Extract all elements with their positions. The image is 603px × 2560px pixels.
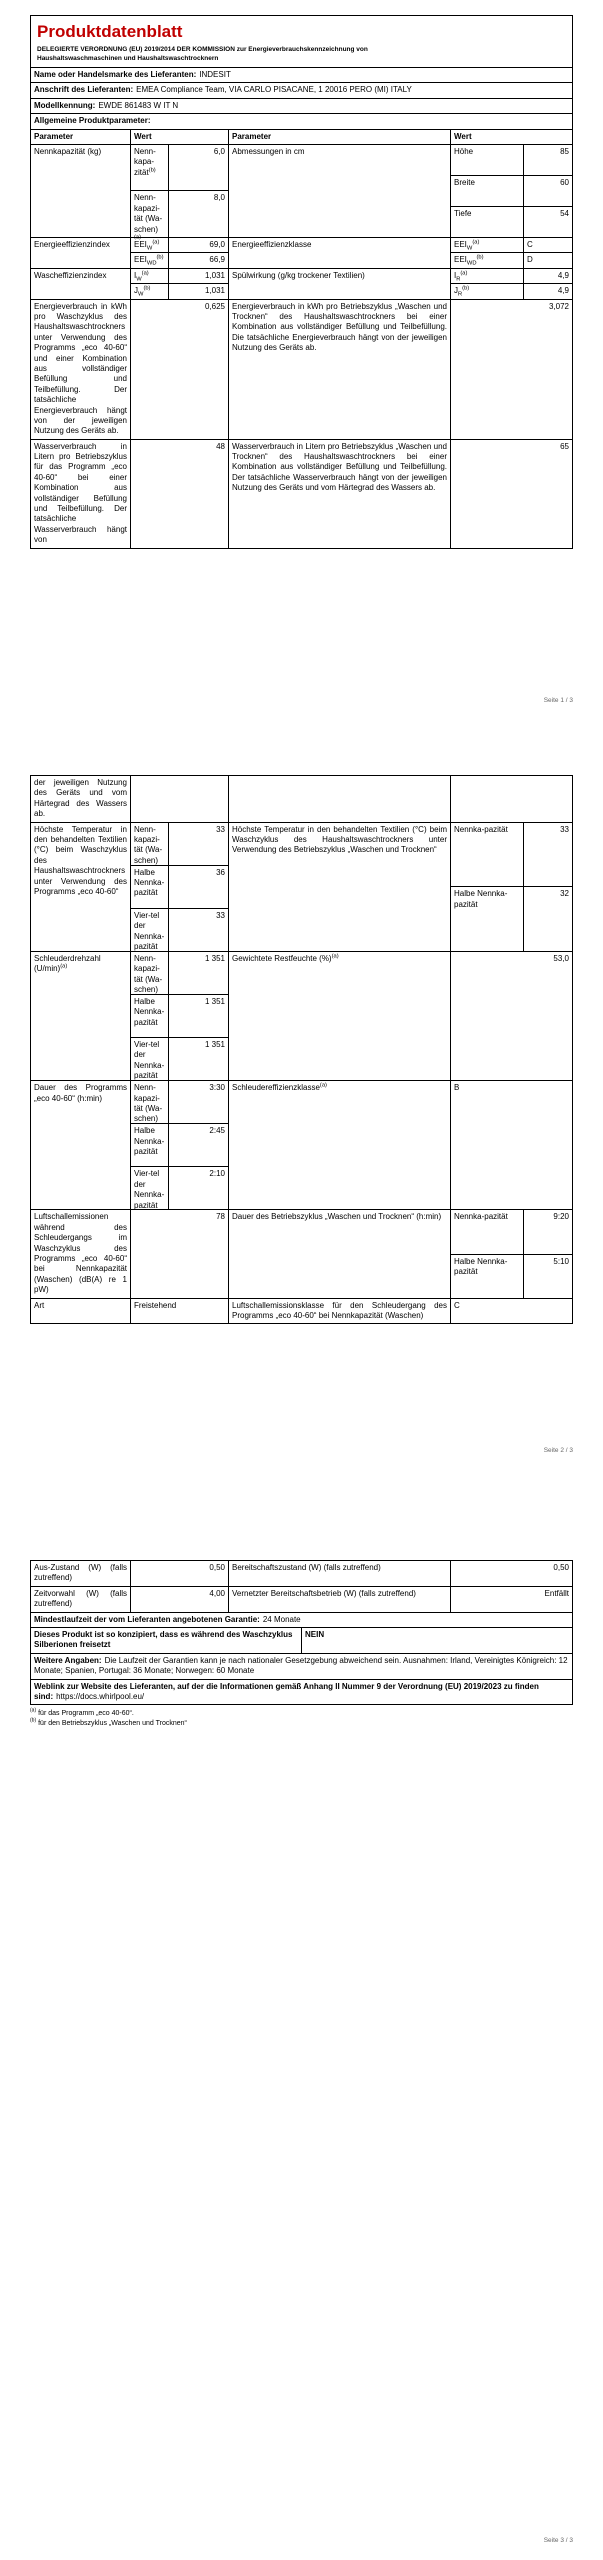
value-subrow [131,269,229,284]
value-subrow [131,952,229,995]
parameter-cell: Dauer des Programms „eco 40-60“ (h:min) [31,1081,131,1210]
parameter-cell: Art [31,1299,131,1325]
parameter-cell: Abmessungen in cm [229,145,451,238]
value-cell: 36 [169,866,229,909]
value-cell: 3:30 [169,1081,229,1124]
delay-start-row [31,1587,573,1613]
page2-footer: Seite 2 / 3 [543,1447,573,1454]
supplier-name-label: Name oder Handelsmarke des Lieferanten: [34,69,197,79]
parameter-cell: Schleuderdrehzahl $(U/\min)^{(a)}$ [31,952,131,1081]
value-label-cell: Vier-tel der Nennka-pazität [131,1038,169,1081]
value-cell: 0,625 [131,300,229,440]
value-subrow [451,238,573,253]
model-id-value: EWDE 861483 W IT N [98,100,179,110]
value-label-cell: $J_W^{(b)}$ [131,284,169,299]
value-cell: 1 351 [169,1038,229,1081]
footnote-a: $^{(a)}$ für das Programm „eco 40-60“. [30,1707,134,1718]
parameter-cell: Energieeffizienzindex [31,238,131,269]
value-cell: 32 [524,887,573,952]
value-label-cell: Tiefe [451,207,524,238]
header-parameter-right: Parameter [229,130,451,145]
value-label-cell: $I_R^{(a)}$ [451,269,524,284]
value-subrow [131,238,229,253]
value-cell: B [451,1081,573,1210]
silver-ions-row [31,1628,573,1654]
value-group [451,1299,573,1325]
parameter-cell: Höchste Temperatur in den behandelten Textilien (°C) beim Waschzyklus des Haushaltswaschtrockners unter Verwendung des Betriebszyklus „Waschen und Trocknen“ [229,823,451,952]
silver-ions-label: Dieses Produkt ist so konzipiert, dass es während des Waschzyklus Silberionen freisetzt [31,1628,302,1654]
value-cell: 1 351 [169,995,229,1038]
document-header [31,16,573,68]
page3-footer: Seite 3 / 3 [543,2537,573,2544]
param-row [31,1299,573,1325]
value-group [451,776,573,823]
value-subrow [131,145,229,192]
header-value-right: Wert [451,130,573,145]
value-subrow [451,823,573,888]
value-label-cell: Nenn-kapazi-tät (Wa-schen)$^{(a)}$ [131,191,169,238]
value-group [451,300,573,440]
model-id-label: Modellkennung: [34,100,96,110]
value-label-cell: Vier-tel der Nennka-pazität [131,909,169,952]
value-group [451,823,573,952]
value-group [131,145,229,241]
value-label-cell: Breite [451,176,524,207]
value-group [451,1210,573,1298]
value-cell: 1,031 [169,284,229,299]
value-subrow [451,1210,573,1254]
value-subrow [451,207,573,238]
value-subrow [131,823,229,866]
parameter-cell: Wasserverbrauch in Litern pro Betriebszyklus „Waschen und Trocknen“ des Haushaltswaschtrockners bei einer Kombination aus vollständiger Befüllung und Teilbefüllung. Der tatsächliche Wasserverbrauch hängt von der jeweiligen Nutzung des Geräts und vom Härtegrad des Wassers ab. [229,440,451,549]
value-subrow [451,1255,573,1299]
guarantee-value: 24 Monate [262,1614,301,1624]
value-subrow [131,284,229,299]
general-parameters-section-header: Allgemeine Produktparameter: [31,114,573,129]
off-mode-value: 0,50 [131,1561,229,1587]
footnote-b: $^{(b)}$ für den Betriebszyklus „Waschen und Trocknen“ [30,1717,187,1727]
header-parameter-left: Parameter [31,130,131,145]
supplier-address-value: EMEA Compliance Team, VIA CARLO PISACANE, 1 20016 PERO (MI) ITALY [136,85,412,95]
supplier-address-label: Anschrift des Lieferanten: [34,85,134,95]
value-group [451,440,573,549]
value-group [131,823,229,952]
datasheet-table-page3 [30,1560,573,1705]
value-cell: 33 [169,909,229,952]
guarantee-label: Mindestlaufzeit der vom Lieferanten angebotenen Garantie: [34,1614,260,1624]
value-label-cell: Halbe Nennka-pazität [131,1124,169,1167]
value-group [131,300,229,440]
value-group [131,1299,229,1325]
header-value-left: Wert [131,130,229,145]
value-subrow [131,995,229,1038]
value-cell [131,776,229,823]
value-group [131,440,229,549]
value-label-cell: $EEI_{WD}^{(b)}$ [131,253,169,268]
value-label-cell: $EEI_W^{(a)}$ [451,238,524,253]
datasheet-table-page1 [30,15,573,549]
value-group [131,1210,229,1298]
param-row [31,823,573,952]
value-label-cell: Nennka-pazität [451,1210,524,1254]
value-label-cell: Nennka-pazität [451,823,524,888]
value-group [131,776,229,823]
value-cell: C [524,238,573,253]
parameter-cell: Energieverbrauch in kWh pro Waschzyklus des Haushaltswaschtrockners unter Verwendung des Programms „eco 40-60“ und einer Kombination aus vollständiger Befüllung und Teilbefüllung. Der tatsächliche Energieverbrauch hängt von der jeweiligen Nutzung des Geräts ab. [31,300,131,440]
value-cell: 9:20 [524,1210,573,1254]
value-subrow [131,253,229,268]
value-cell: 48 [131,440,229,549]
value-cell: 1 351 [169,952,229,995]
value-subrow [451,176,573,207]
page-3 [0,1560,603,2560]
value-subrow [131,1081,229,1124]
value-cell: 4,9 [524,284,573,299]
value-cell: 5:10 [524,1255,573,1299]
value-label-cell: $EEI_W^{(a)}$ [131,238,169,253]
parameter-cell: Wascheffizienzindex [31,269,131,300]
value-label-cell: $I_W^{(a)}$ [131,269,169,284]
value-cell: 60 [524,176,573,207]
value-cell: 53,0 [451,952,573,1081]
standby-label: Bereitschaftszustand (W) (falls zutreffend) [229,1561,451,1587]
delay-start-value: 4,00 [131,1587,229,1613]
page-title: Produktdatenblatt [37,22,183,41]
value-subrow [131,909,229,952]
additional-info-text: Die Laufzeit der Garantien kann je nach nationaler Gesetzgebung abweichend sein. Ausnahmen: Irland, Vereinigtes Königreich: 12 Monate; Spanien, Portugal: 36 Monate; Norwegen: 60 Monate [34,1655,568,1676]
param-row [31,1081,573,1210]
value-cell: 2:45 [169,1124,229,1167]
value-label-cell: Vier-tel der Nennka-pazität [131,1167,169,1210]
page1-parameter-rows [31,145,573,549]
parameter-cell [229,776,451,823]
value-label-cell: $J_R^{(b)}$ [451,284,524,299]
param-row [31,952,573,1081]
value-label-cell: Halbe Nennka-pazität [451,1255,524,1299]
value-label-cell: Nenn-kapa-zität$^{(b)}$ [131,145,169,192]
value-label-cell: Halbe Nennka-pazität [131,866,169,909]
value-cell: 54 [524,207,573,238]
value-subrow [131,1167,229,1210]
weblink-label: Weblink zur Website des Lieferanten, auf der die Informationen gemäß Anhang II Nummer 9 der Verordnung (EU) 2019/2023 zu finden sind: [34,1681,539,1701]
off-mode-row [31,1561,573,1587]
value-label-cell: Halbe Nennka-pazität [131,995,169,1038]
parameter-cell: Spülwirkung (g/kg trockener Textilien) [229,269,451,300]
value-group [451,952,573,1081]
param-row [31,300,573,440]
value-label-cell: Höhe [451,145,524,176]
value-group [131,1081,229,1210]
supplier-name-row [31,68,573,83]
value-group [451,238,573,269]
value-cell: 2:10 [169,1167,229,1210]
page-2 [0,775,603,1460]
guarantee-row [31,1613,573,1628]
value-cell: 3,072 [451,300,573,440]
parameter-cell: Energieeffizienzklasse [229,238,451,269]
value-cell [451,776,573,823]
parameter-cell: Wasserverbrauch in Litern pro Betriebszyklus für das Programm „eco 40-60“ bei einer Kombination aus vollständiger Befüllung und Teilbefüllung. Der tatsächliche Wasserverbrauch hängt von [31,440,131,549]
value-label-cell: Nenn-kapazi-tät (Wa-schen) [131,823,169,866]
weblink-url[interactable]: https://docs.whirlpool.eu/ [56,1691,145,1701]
value-cell: D [524,253,573,268]
value-cell: 33 [524,823,573,888]
value-cell: 65 [451,440,573,549]
param-row [31,269,573,300]
footnotes [30,1709,573,1728]
value-group [131,952,229,1081]
value-group [131,238,229,269]
value-group [451,269,573,300]
value-subrow [451,269,573,284]
value-cell: 33 [169,823,229,866]
value-label-cell: Halbe Nennka-pazität [451,887,524,952]
value-cell: 4,9 [524,269,573,284]
parameter-cell: Nennkapazität (kg) [31,145,131,238]
delay-start-label: Zeitvorwahl (W) (falls zutreffend) [31,1587,131,1613]
regulation-subtitle: DELEGIERTE VERORDNUNG (EU) 2019/2014 DER KOMMISSION zur Energieverbrauchskennzeichnung von Haushaltswaschmaschinen und Haushaltswaschtrocknern [37,46,368,62]
model-id-row [31,99,573,114]
standby-value: 0,50 [451,1561,573,1587]
page2-parameter-rows [31,776,573,1324]
parameter-cell: Luftschallemissionsklasse für den Schleudergang des Programms „eco 40-60“ bei Nennkapazität (Waschen) [229,1299,451,1325]
parameter-cell: Energieverbrauch in kWh pro Betriebszyklus „Waschen und Trocknen“ des Haushaltswaschtrockners bei einer Kombination aus vollständiger Befüllung und Teilbefüllung. Die tatsächliche Energieverbrauch hängt von der jeweiligen Nutzung des Geräts ab. [229,300,451,440]
value-subrow [451,887,573,952]
value-subrow [131,866,229,909]
value-cell: Freistehend [131,1299,229,1325]
parameter-cell: Dauer des Betriebszyklus „Waschen und Trocknen“ (h:min) [229,1210,451,1298]
supplier-name-value: INDESIT [199,69,231,79]
silver-ions-value: NEIN [302,1628,573,1654]
value-cell: 6,0 [169,145,229,192]
parameter-cell: Schleudereffizienzklasse$^{(a)}$ [229,1081,451,1210]
value-subrow [131,1124,229,1167]
param-row [31,1210,573,1298]
supplier-address-row [31,83,573,98]
page-1 [0,0,603,710]
value-label-cell: Nenn-kapazi-tät (Wa-schen) [131,952,169,995]
off-mode-label: Aus-Zustand (W) (falls zutreffend) [31,1561,131,1587]
value-group [451,1081,573,1210]
additional-info-label: Weitere Angaben: [34,1655,102,1665]
parameter-cell: Höchste Temperatur in den behandelten Textilien (°C) beim Waschzyklus des Haushaltswaschtrockners unter Verwendung des Programms „eco 40-60“ [31,823,131,952]
datasheet-table-page2 [30,775,573,1324]
param-row [31,440,573,549]
value-subrow [131,191,229,241]
page1-footer: Seite 1 / 3 [543,697,573,704]
parameter-cell: Luftschallemissionen während des Schleudergangs im Waschzyklus des Programms „eco 40-60“ bei Nennkapazität (Waschen) (dB(A) re 1 pW) [31,1210,131,1298]
value-cell: 1,031 [169,269,229,284]
value-group [451,145,573,238]
value-cell: C [451,1299,573,1325]
value-cell: 8,0 [169,191,229,238]
additional-info-row [31,1654,573,1680]
parameter-cell: Gewichtete Restfeuchte (%)$^{(a)}$ [229,952,451,1081]
value-label-cell: Nenn-kapazi-tät (Wa-schen) [131,1081,169,1124]
value-subrow [451,284,573,299]
weblink-row [31,1680,573,1706]
networked-standby-label: Vernetzter Bereitschaftsbetrieb (W) (falls zutreffend) [229,1587,451,1613]
table-header-row [31,130,573,145]
value-subrow [451,253,573,268]
value-group [131,269,229,300]
value-cell: 66,9 [169,253,229,268]
value-subrow [131,1038,229,1081]
value-cell: 69,0 [169,238,229,253]
param-row [31,238,573,269]
value-cell: 85 [524,145,573,176]
value-label-cell: $EEI_{WD}^{(b)}$ [451,253,524,268]
value-cell: 78 [131,1210,229,1298]
param-row [31,776,573,823]
parameter-cell: der jeweiligen Nutzung des Geräts und vom Härtegrad des Wassers ab. [31,776,131,823]
value-subrow [451,145,573,176]
networked-standby-value: Entfällt [451,1587,573,1613]
param-row [31,145,573,241]
